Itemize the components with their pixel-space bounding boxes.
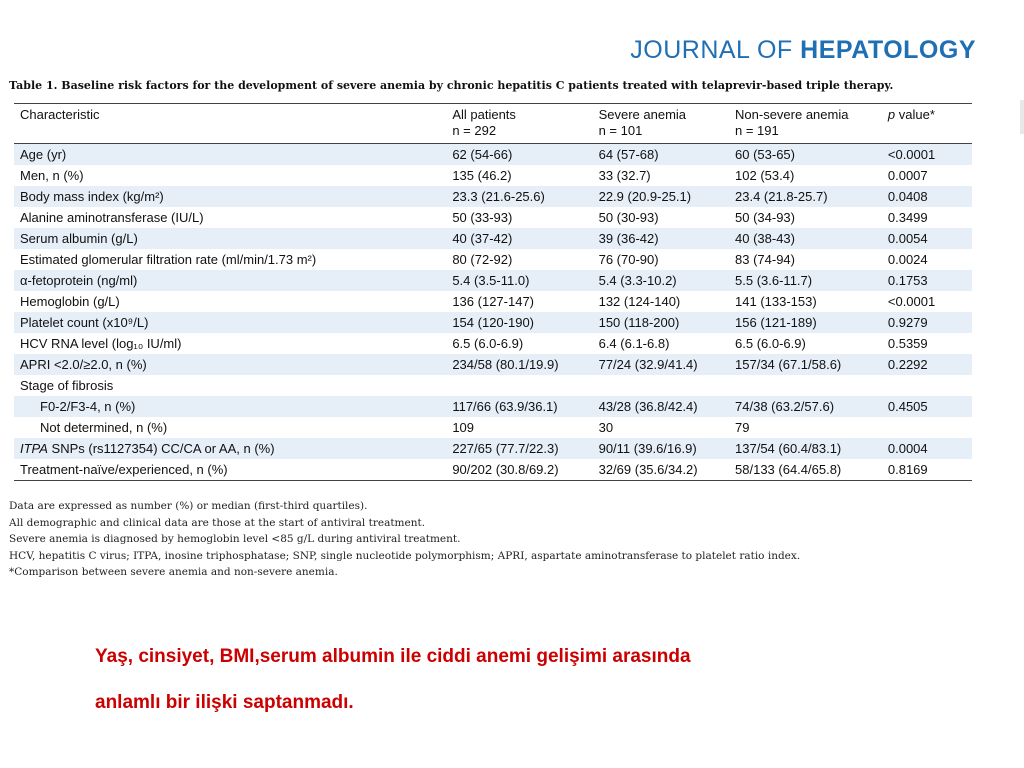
cell-p: 0.5359 — [887, 336, 928, 351]
cell-p: 0.9279 — [887, 315, 928, 330]
cell-nonsevere: 157/34 (67.1/58.6) — [735, 357, 842, 372]
cell-label: APRI <2.0/≥2.0, n (%) — [20, 357, 147, 372]
cell-p: 0.3499 — [887, 210, 928, 225]
header-severe-anemia: Severe anemia n = 101 — [593, 104, 729, 144]
cell-label: Stage of fibrosis — [20, 378, 114, 393]
table-header-row — [14, 104, 972, 144]
cell-nonsevere: 137/54 (60.4/83.1) — [735, 441, 842, 456]
table-row — [14, 270, 972, 291]
cell-p: 0.0004 — [887, 441, 928, 456]
cell-nonsevere: 83 (74-94) — [735, 252, 795, 267]
cell-severe: 22.9 (20.9-25.1) — [598, 189, 692, 204]
cell-all — [446, 375, 592, 396]
cell-p: <0.0001 — [887, 147, 936, 162]
cell-severe: 76 (70-90) — [598, 252, 659, 267]
header-p-value: p value* — [882, 104, 972, 144]
cell-label: Body mass index (kg/m²) — [20, 189, 164, 204]
journal-name: HEPATOLOGY — [800, 36, 976, 64]
conclusion-line-1: Yaş, cinsiyet, BMI,serum albumin ile ciddi anemi gelişimi arasında — [95, 646, 691, 667]
cell-p — [882, 375, 972, 396]
cell-severe: 43/28 (36.8/42.4) — [598, 399, 698, 414]
cell-p: <0.0001 — [887, 294, 936, 309]
cell-all: 109 — [452, 420, 475, 435]
cell-label: HCV RNA level (log₁₀ IU/ml) — [20, 336, 182, 351]
cell-severe: 132 (124-140) — [598, 294, 681, 309]
cell-label: ITPA SNPs (rs1127354) CC/CA or AA, n (%) — [20, 441, 275, 456]
cell-label: Not determined, n (%) — [40, 420, 168, 435]
cell-label: α-fetoprotein (ng/ml) — [20, 273, 138, 288]
table-row — [14, 438, 972, 459]
cell-nonsevere: 23.4 (21.8-25.7) — [735, 189, 828, 204]
table-caption: Table 1. Baseline risk factors for the development of severe anemia by chronic hepatitis C patients treated with telaprevir-based triple therapy. — [9, 79, 894, 92]
cell-p — [882, 417, 972, 438]
table-footnotes — [9, 498, 800, 581]
cell-severe: 6.4 (6.1-6.8) — [598, 336, 670, 351]
table-row — [14, 396, 972, 417]
cell-severe: 64 (57-68) — [598, 147, 659, 162]
cell-label: Age (yr) — [20, 147, 67, 162]
cell-nonsevere: 141 (133-153) — [735, 294, 817, 309]
header-non-severe-anemia: Non-severe anemia n = 191 — [729, 104, 882, 144]
footnote: All demographic and clinical data are those at the start of antiviral treatment. — [9, 516, 426, 529]
cell-nonsevere: 50 (34-93) — [735, 210, 795, 225]
cell-all: 234/58 (80.1/19.9) — [452, 357, 559, 372]
table-row — [14, 228, 972, 249]
table-row — [14, 417, 972, 438]
conclusion-text — [95, 634, 955, 726]
cell-label: Men, n (%) — [20, 168, 84, 183]
cell-nonsevere: 5.5 (3.6-11.7) — [735, 273, 813, 288]
cell-severe: 150 (118-200) — [598, 315, 680, 330]
cell-label: Alanine aminotransferase (IU/L) — [20, 210, 204, 225]
cell-severe — [593, 375, 729, 396]
table-row — [14, 144, 972, 166]
cell-all: 62 (54-66) — [452, 147, 513, 162]
footnote: HCV, hepatitis C virus; ITPA, inosine triphosphatase; SNP, single nucleotide polymorphism; APRI, aspartate aminotransferase to platelet ratio index. — [9, 549, 801, 562]
table-row — [14, 249, 972, 270]
cell-label: Treatment-naïve/experienced, n (%) — [14, 459, 446, 481]
footnote: *Comparison between severe anemia and non-severe anemia. — [9, 566, 338, 578]
table-row — [14, 375, 972, 396]
cell-p: 0.0054 — [887, 231, 928, 246]
header-all-patients: All patients n = 292 — [446, 104, 592, 144]
cell-nonsevere: 6.5 (6.0-6.9) — [735, 336, 806, 351]
table-row — [14, 312, 972, 333]
cell-label: Platelet count (x10⁹/L) — [20, 315, 149, 330]
cell-all: 6.5 (6.0-6.9) — [452, 336, 524, 351]
header-characteristic: Characteristic — [14, 104, 446, 144]
cell-severe: 32/69 (35.6/34.2) — [593, 459, 729, 481]
cell-nonsevere: 74/38 (63.2/57.6) — [735, 399, 835, 414]
baseline-risk-table — [14, 103, 972, 481]
journal-logo — [630, 36, 976, 65]
conclusion-line-2: anlamlı bir ilişki saptanmadı. — [95, 692, 354, 713]
cell-p: 0.4505 — [887, 399, 928, 414]
cell-label: Serum albumin (g/L) — [20, 231, 138, 246]
cell-label: Estimated glomerular filtration rate (ml/min/1.73 m²) — [20, 252, 317, 267]
cell-all: 50 (33-93) — [452, 210, 513, 225]
cell-all: 23.3 (21.6-25.6) — [452, 189, 545, 204]
cell-label: F0-2/F3-4, n (%) — [40, 399, 136, 414]
table-row — [14, 207, 972, 228]
cell-label: Hemoglobin (g/L) — [20, 294, 120, 309]
cell-all: 117/66 (63.9/36.1) — [452, 399, 558, 414]
cell-all: 40 (37-42) — [452, 231, 513, 246]
cell-all: 5.4 (3.5-11.0) — [452, 273, 530, 288]
cell-all: 135 (46.2) — [452, 168, 512, 183]
cell-all: 227/65 (77.7/22.3) — [452, 441, 559, 456]
cell-severe: 39 (36-42) — [598, 231, 659, 246]
journal-prefix: JOURNAL OF — [630, 36, 801, 64]
table-row — [14, 165, 972, 186]
footnote: Data are expressed as number (%) or median (first-third quartiles). — [9, 500, 368, 512]
cell-nonsevere: 40 (38-43) — [735, 231, 795, 246]
cell-nonsevere: 156 (121-189) — [735, 315, 817, 330]
cell-nonsevere: 58/133 (64.4/65.8) — [729, 459, 882, 481]
table-row — [14, 291, 972, 312]
cell-nonsevere — [729, 375, 882, 396]
cell-p: 0.0024 — [887, 252, 928, 267]
cell-all: 90/202 (30.8/69.2) — [446, 459, 592, 481]
cell-nonsevere: 60 (53-65) — [735, 147, 795, 162]
cell-p: 0.2292 — [887, 357, 928, 372]
cell-severe: 33 (32.7) — [598, 168, 651, 183]
table-row — [14, 459, 972, 481]
cell-all: 80 (72-92) — [452, 252, 513, 267]
cell-all: 154 (120-190) — [452, 315, 534, 330]
cell-severe: 5.4 (3.3-10.2) — [598, 273, 677, 288]
cell-severe: 77/24 (32.9/41.4) — [598, 357, 698, 372]
cell-p: 0.1753 — [887, 273, 928, 288]
table-row — [14, 186, 972, 207]
cell-severe: 50 (30-93) — [598, 210, 659, 225]
table-row — [14, 354, 972, 375]
table-row — [14, 333, 972, 354]
cell-severe: 30 — [598, 420, 614, 435]
footnote: Severe anemia is diagnosed by hemoglobin level <85 g/L during antiviral treatment. — [9, 533, 461, 545]
scroll-indicator — [1020, 100, 1024, 134]
cell-p: 0.8169 — [882, 459, 972, 481]
cell-all: 136 (127-147) — [452, 294, 534, 309]
cell-nonsevere: 102 (53.4) — [735, 168, 795, 183]
cell-severe: 90/11 (39.6/16.9) — [598, 441, 697, 456]
cell-p: 0.0408 — [887, 189, 928, 204]
cell-nonsevere: 79 — [735, 420, 750, 435]
cell-p: 0.0007 — [887, 168, 928, 183]
